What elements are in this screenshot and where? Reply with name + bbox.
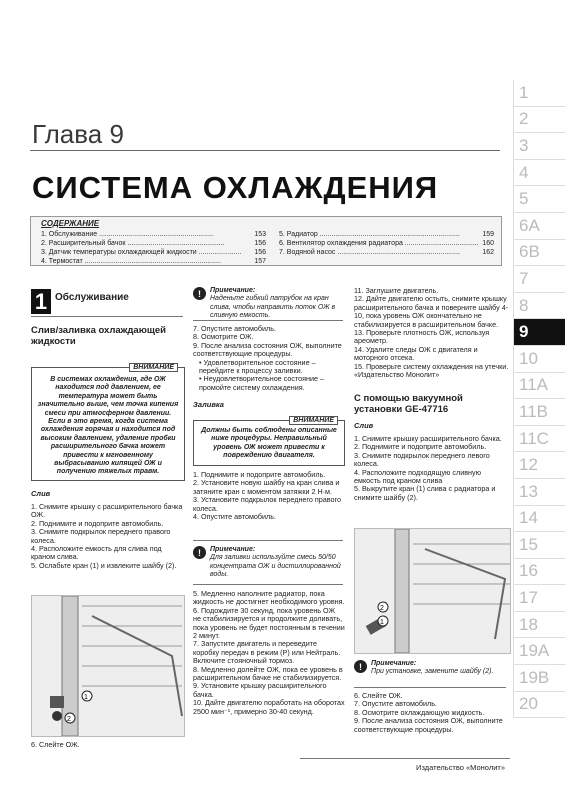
- tab-19a[interactable]: 19A: [513, 638, 565, 665]
- warning-box: [193, 417, 345, 466]
- list-item: 7. Опустите автомобиль.: [193, 324, 276, 333]
- tab-2[interactable]: 2: [513, 107, 565, 134]
- divider: [193, 320, 343, 321]
- list-item: 10. Дайте двигателю поработать на оборотах 2500 мин⁻¹, примерно 30-40 секунд.: [193, 698, 345, 716]
- divider: [193, 540, 343, 541]
- tab-1[interactable]: 1: [513, 80, 565, 107]
- divider: [354, 687, 506, 688]
- contents-box: [30, 216, 502, 266]
- list-item: 6. Подождите 30 секунд, пока уровень ОЖ не стабилизируется и продолжите доливать, пока уровень не будет постоянным в течении 2 минут.: [193, 605, 345, 641]
- divider: [300, 758, 510, 759]
- list-item: 4. Расположите подходящую сливную емкость под краном слива: [354, 467, 482, 486]
- drain-plug-illustration: [31, 595, 185, 737]
- steps-list: [193, 471, 345, 521]
- subsection-heading: Слив/заливка охлаждающей жидкости: [31, 325, 166, 347]
- publisher-footer: Издательство «Монолит»: [416, 763, 505, 772]
- contents-item[interactable]: 4. Термостат ...................................................................... 157: [41, 258, 266, 265]
- list-item: 8. Медленно долейте ОЖ, пока ее уровень в расширительном бачке не стабилизируется.: [193, 664, 343, 683]
- callout-2: 2: [67, 716, 71, 723]
- list-item: 9. После анализа состояния ОЖ, выполните соответствующие процедуры.: [354, 716, 503, 734]
- note-block: [193, 546, 343, 580]
- list-item: 1. Снимите крышку расширительного бачка.: [354, 434, 502, 443]
- list-item: 5. Ослабьте кран (1) и извлеките шайбу (2).: [31, 560, 177, 570]
- contents-left: [41, 230, 266, 266]
- list-item: 6. Слейте ОЖ.: [31, 740, 80, 749]
- fill-heading: Заливка: [193, 400, 224, 409]
- list-item: 3. Снимите подкрылок переднего правого колеса.: [31, 527, 171, 545]
- note-icon: !: [193, 287, 206, 300]
- vacuum-drain-illustration: [354, 528, 511, 654]
- note-label: Примечание:: [210, 546, 256, 553]
- tab-4[interactable]: 4: [513, 160, 565, 187]
- tab-17[interactable]: 17: [513, 585, 565, 612]
- tab-8[interactable]: 8: [513, 293, 565, 320]
- list-item: 5. Выкрутите кран (1) слива с радиатора и снимите шайбу (2).: [354, 484, 496, 502]
- radiator-drawing: [355, 529, 510, 653]
- drain-heading: Слив: [354, 421, 374, 430]
- tab-3[interactable]: 3: [513, 133, 565, 160]
- divider: [30, 150, 500, 151]
- contents-heading: СОДЕРЖАНИЕ: [41, 219, 100, 228]
- list-item: 5. Медленно наполните радиатор, пока жидкость не достигнет необходимого уровня.: [193, 589, 345, 607]
- list-item: 12. Дайте двигателю остыть, снимите крышку расширительного бачка и поверните шайбу 4-10, пока уровень ОЖ окончательно не стабилизируется в расширительном бачке.: [354, 294, 509, 329]
- tab-12[interactable]: 12: [513, 452, 565, 479]
- note-text: При установке, замените шайбу (2).: [371, 668, 494, 676]
- tab-11c[interactable]: 11C: [513, 426, 565, 453]
- tab-6a[interactable]: 6A: [513, 213, 565, 240]
- list-item: 2. Поднимите и подоприте автомобиль.: [354, 442, 487, 452]
- list-item: 7. Опустите автомобиль.: [354, 699, 437, 709]
- contents-item[interactable]: 7. Водяной насос ............................................................... 162: [279, 249, 494, 256]
- note-icon: !: [354, 660, 367, 673]
- contents-item[interactable]: 3. Датчик температуры охлаждающей жидкости ...................... 156: [41, 249, 266, 256]
- tab-11b[interactable]: 11B: [513, 399, 565, 426]
- note-block: [354, 660, 509, 677]
- list-item: • Удовлетворительное состояние – перейдите к процессу заливки.: [199, 357, 316, 376]
- list-item: 8. Осмотрите охлаждающую жидкость.: [354, 707, 485, 717]
- tab-6b[interactable]: 6B: [513, 240, 565, 267]
- subsection-heading: С помощью вакуумной установки GE-47716: [354, 393, 463, 415]
- contents-item[interactable]: 5. Радиатор ........................................................................ 159: [279, 231, 494, 238]
- list-item: 11. Заглушите двигатель.: [354, 286, 439, 295]
- tab-13[interactable]: 13: [513, 479, 565, 506]
- callout-1: 1: [84, 694, 88, 701]
- list-item: 1. Снимите крышку с расширительного бачка ОЖ.: [31, 502, 183, 520]
- list-item: 8. Осмотрите ОЖ.: [193, 332, 254, 342]
- section-number: 1: [31, 289, 51, 314]
- list-item: 2. Поднимите и подоприте автомобиль.: [31, 518, 164, 528]
- tab-20[interactable]: 20: [513, 692, 565, 719]
- warning-text: Должны быть соблюдены описанные ниже процедуры. Неправильный уровень ОЖ может привести к повреждению двигателя.: [201, 427, 337, 460]
- list-item: 6. Слейте ОЖ.: [354, 691, 403, 700]
- list-item: 4. Опустите автомобиль.: [193, 512, 276, 522]
- note-text: Наденьте гибкий патрубок на кран слива, чтобы направить поток ОЖ в сливную емкость.: [210, 295, 336, 320]
- tab-15[interactable]: 15: [513, 532, 565, 559]
- list-item: 1. Поднимите и подоприте автомобиль.: [193, 470, 326, 479]
- list-item: 15. Проверьте систему охлаждения на утечки. «Издательство Монолит»: [354, 361, 509, 380]
- note-label: Примечание:: [210, 287, 256, 294]
- tab-18[interactable]: 18: [513, 612, 565, 639]
- list-item: 13. Проверьте плотность ОЖ, используя ареометр.: [354, 328, 490, 346]
- note-label: Примечание:: [371, 660, 417, 667]
- steps-list: [354, 435, 509, 502]
- tab-9[interactable]: 9: [513, 319, 565, 346]
- steps-list: [354, 692, 509, 734]
- list-item: 4. Расположите емкость для слива под краном слива.: [31, 544, 162, 562]
- list-item: 3. Установите подкрылок переднего правого колеса.: [193, 495, 341, 513]
- steps-list: [354, 287, 509, 379]
- callout-2: 2: [380, 605, 384, 612]
- contents-item[interactable]: 1. Обслуживание ........................................................... 153: [41, 231, 266, 238]
- tab-11a[interactable]: 11A: [513, 373, 565, 400]
- tab-7[interactable]: 7: [513, 266, 565, 293]
- list-item: 14. Удалите следы ОЖ с двигателя и моторного отсека.: [354, 344, 478, 363]
- radiator-drawing: [32, 596, 184, 736]
- note-text: Для заливки используйте смесь 50/50 концентрата ОЖ и дистиллированной воды.: [210, 554, 341, 579]
- tab-10[interactable]: 10: [513, 346, 565, 373]
- steps-list: [193, 590, 345, 716]
- drain-steps: [31, 503, 183, 570]
- contents-right: [279, 230, 494, 257]
- list-item: 3. Снимите подкрылок переднего левого колеса.: [354, 450, 490, 469]
- tab-16[interactable]: 16: [513, 559, 565, 586]
- callout-1: 1: [380, 619, 384, 626]
- section-title: Обслуживание: [55, 292, 129, 303]
- note-block: [193, 287, 343, 321]
- list-item: 9. Установите крышку расширительного бачка.: [193, 681, 327, 699]
- warning-text: В системах охлаждения, где ОЖ находится под давлением, ее температура может быть значительно выше, чем точка кипения смеси при атмосферном давлении. Если в это время, когда система охлаждения горячая и находится под высоким давлением, удаление пробки расширительного бачка может привести к мгновенному выбрасыванию кипящей ОЖ и получению тяжелых травм.: [37, 376, 179, 476]
- warning-box: [31, 364, 185, 481]
- steps-list: [193, 325, 345, 392]
- chapter-label: Глава 9: [32, 119, 124, 149]
- contents-item[interactable]: 6. Вентилятор охлаждения радиатора ...................................... 160: [279, 240, 494, 247]
- drain-heading: Слив: [31, 489, 51, 498]
- tab-14[interactable]: 14: [513, 506, 565, 533]
- divider: [31, 316, 183, 317]
- list-item: • Неудовлетворительное состояние – промойте систему охлаждения.: [199, 374, 325, 392]
- contents-item[interactable]: 2. Расширительный бачок .................................................. 156: [41, 240, 266, 247]
- note-icon: !: [193, 546, 206, 559]
- list-item: 9. После анализа состояния ОЖ, выполните соответствующие процедуры.: [193, 340, 342, 359]
- list-item: 2. Установите новую шайбу на кран слива и затяните кран с моментом затяжки 2 Н·м.: [193, 478, 340, 496]
- page-title: СИСТЕМА ОХЛАЖДЕНИЯ: [32, 170, 439, 205]
- tab-5[interactable]: 5: [513, 186, 565, 213]
- chapter-tabs: [513, 80, 565, 718]
- list-item: 7. Запустите двигатель и переведите коробку передач в режим (P) или Нейтраль. Включите стояночный тормоз.: [193, 639, 341, 666]
- tab-19b[interactable]: 19B: [513, 665, 565, 692]
- divider: [193, 584, 343, 585]
- warning-label: ВНИМАНИЕ: [289, 416, 338, 425]
- warning-label: ВНИМАНИЕ: [129, 363, 178, 372]
